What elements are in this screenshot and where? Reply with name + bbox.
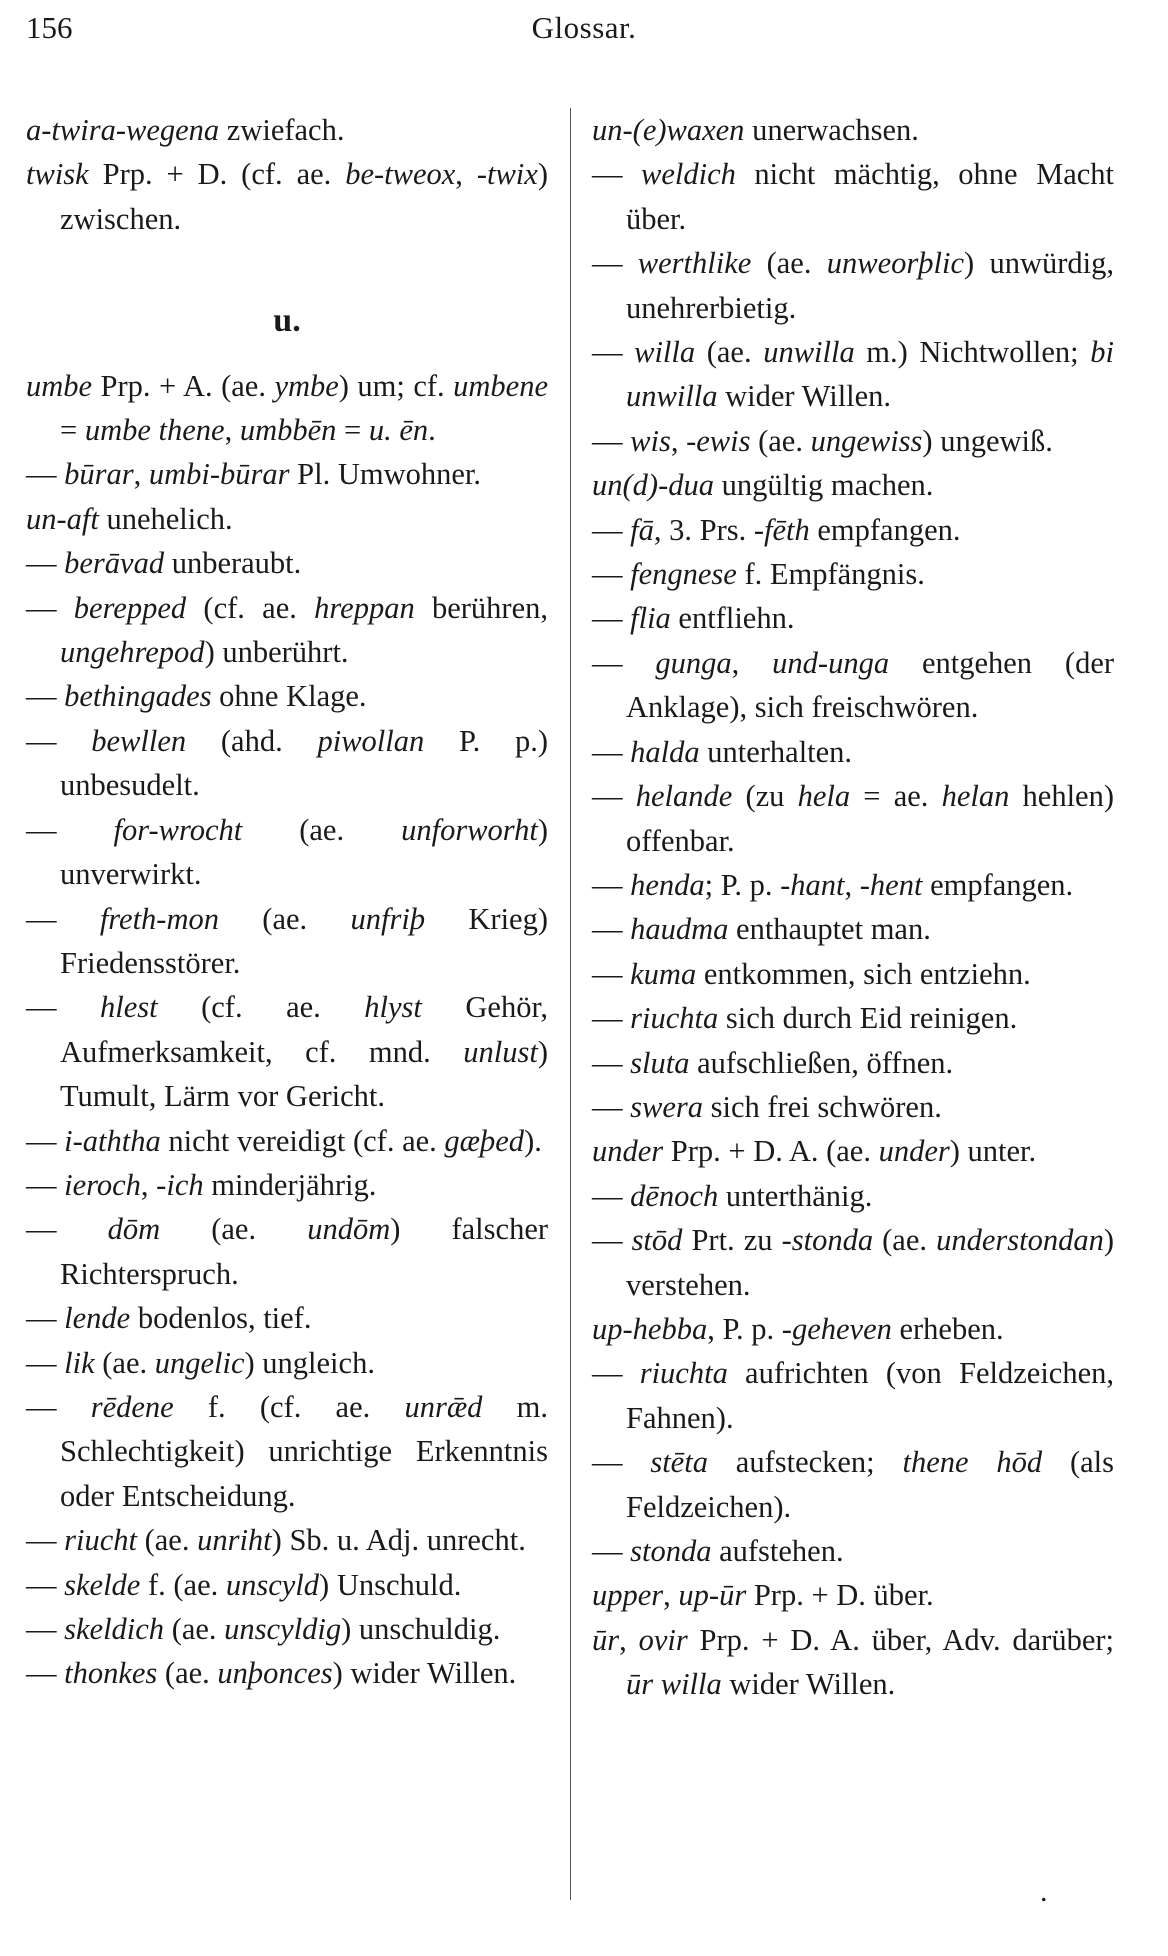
glossary-entry: upper, up-ūr Prp. + D. über. — [592, 1578, 934, 1613]
glossary-entry: — stēta aufstecken; thene hōd (als Feldzeichen). — [592, 1445, 1115, 1524]
glossary-entry: — skelde f. (ae. unscyld) Unschuld. — [26, 1567, 462, 1602]
glossary-left-column — [26, 108, 548, 1696]
glossary-entry: — halda unterhalten. — [592, 734, 853, 769]
glossary-entry: — flia entfliehn. — [592, 601, 795, 636]
glossary-entry: — stonda aufstehen. — [592, 1534, 844, 1568]
glossary-entry: — sluta aufschließen, öffnen. — [592, 1045, 954, 1080]
glossary-entry: — dēnoch unterthänig. — [592, 1178, 873, 1213]
glossary-entry: — wis, -ewis (ae. ungewiss) ungewiß. — [592, 423, 1053, 458]
glossary-entry: — for-wrocht (ae. unforworht) unverwirkt. — [26, 812, 548, 892]
glossary-entry: a-twira-wegena zwiefach. — [26, 113, 345, 147]
running-title: Glossar. — [531, 10, 637, 45]
glossary-entry: — fā, 3. Prs. -fēth empfangen. — [592, 512, 961, 547]
glossary-entry: twisk Prp. + D. (cf. ae. be-tweox, -twix) zwischen. — [26, 157, 548, 236]
glossary-entry: — fengnese f. Empfängnis. — [592, 557, 925, 592]
glossary-entry: — būrar, umbi-būrar Pl. Umwohner. — [26, 457, 482, 492]
glossary-entry: under Prp. + D. A. (ae. under) unter. — [592, 1134, 1037, 1169]
glossary-entry: ūr, ovir Prp. + D. A. über, Adv. darüber; ūr willa wider Willen. — [592, 1622, 1115, 1702]
glossary-entry: umbe Prp. + A. (ae. ymbe) um; cf. umbene = umbe thene, umbbēn = u. ēn. — [26, 368, 548, 448]
glossary-entry: un(d)-dua ungültig machen. — [592, 468, 934, 503]
section-letter: u. — [273, 302, 301, 340]
page-number: 156 — [26, 10, 73, 45]
column-divider — [570, 108, 571, 1900]
glossary-entry: — swera sich frei schwören. — [592, 1089, 942, 1124]
glossary-entry: — berepped (cf. ae. hreppan berühren, ungehrepod) unberührt. — [26, 590, 548, 670]
glossary-entry: — stōd Prt. zu -stonda (ae. understondan) verstehen. — [592, 1223, 1114, 1302]
glossary-entry: up-hebba, P. p. -geheven erheben. — [592, 1311, 1004, 1346]
glossary-entry: — i-aththa nicht vereidigt (cf. ae. gæþed). — [26, 1123, 542, 1158]
glossary-entry: — bewllen (ahd. piwollan P. p.) unbesudelt. — [26, 723, 549, 803]
glossary-entry: — henda; P. p. -hant, -hent empfangen. — [592, 867, 1074, 902]
trailing-mark: . — [1040, 1875, 1048, 1908]
glossary-entry: — hlest (cf. ae. hlyst Gehör, Aufmerksamkeit, cf. mnd. unlust) Tumult, Lärm vor Gericht. — [26, 990, 549, 1114]
glossary-entry: — bethingades ohne Klage. — [26, 679, 367, 714]
glossary-entry: — lik (ae. ungelic) ungleich. — [26, 1345, 375, 1380]
glossary-entry: — kuma entkommen, sich entziehn. — [592, 956, 1031, 991]
glossary-entry: — lende bodenlos, tief. — [26, 1301, 312, 1336]
glossary-entry: — freth-mon (ae. unfriþ Krieg) Friedensstörer. — [26, 901, 549, 980]
glossary-entry: — berāvad unberaubt. — [26, 546, 302, 581]
glossary-entry: — rēdene f. (cf. ae. unrǣd m. Schlechtigkeit) unrichtige Erkenntnis oder Entscheidung. — [26, 1389, 548, 1513]
glossary-entry: — dōm (ae. undōm) falscher Richterspruch. — [26, 1212, 549, 1291]
glossary-entry: un-aft unehelich. — [26, 501, 233, 536]
glossary-entry: — weldich nicht mächtig, ohne Macht über. — [592, 157, 1115, 236]
glossary-entry: — riucht (ae. unriht) Sb. u. Adj. unrecht. — [26, 1523, 526, 1558]
glossary-entry: — gunga, und-unga entgehen (der Anklage), sich freischwören. — [592, 645, 1115, 725]
glossary-entry: un-(e)waxen unerwachsen. — [592, 113, 919, 147]
glossary-entry: — ieroch, -ich minderjährig. — [26, 1167, 377, 1202]
glossary-entry: — thonkes (ae. unþonces) wider Willen. — [26, 1656, 517, 1691]
glossary-entry: — helande (zu hela = ae. helan hehlen) offenbar. — [592, 779, 1115, 858]
glossary-entry: — werthlike (ae. unweorþlic) unwürdig, unehrerbietig. — [592, 246, 1114, 325]
glossary-entry: — haudma enthauptet man. — [592, 912, 931, 947]
glossary-entry: — riuchta aufrichten (von Feldzeichen, Fahnen). — [592, 1356, 1114, 1435]
glossary-entry: — skeldich (ae. unscyldig) unschuldig. — [26, 1612, 501, 1646]
glossary-right-column — [592, 108, 1114, 1707]
glossary-entry: — willa (ae. unwilla m.) Nichtwollen; bi unwilla wider Willen. — [592, 335, 1114, 414]
glossary-entry: — riuchta sich durch Eid reinigen. — [592, 1001, 1018, 1036]
